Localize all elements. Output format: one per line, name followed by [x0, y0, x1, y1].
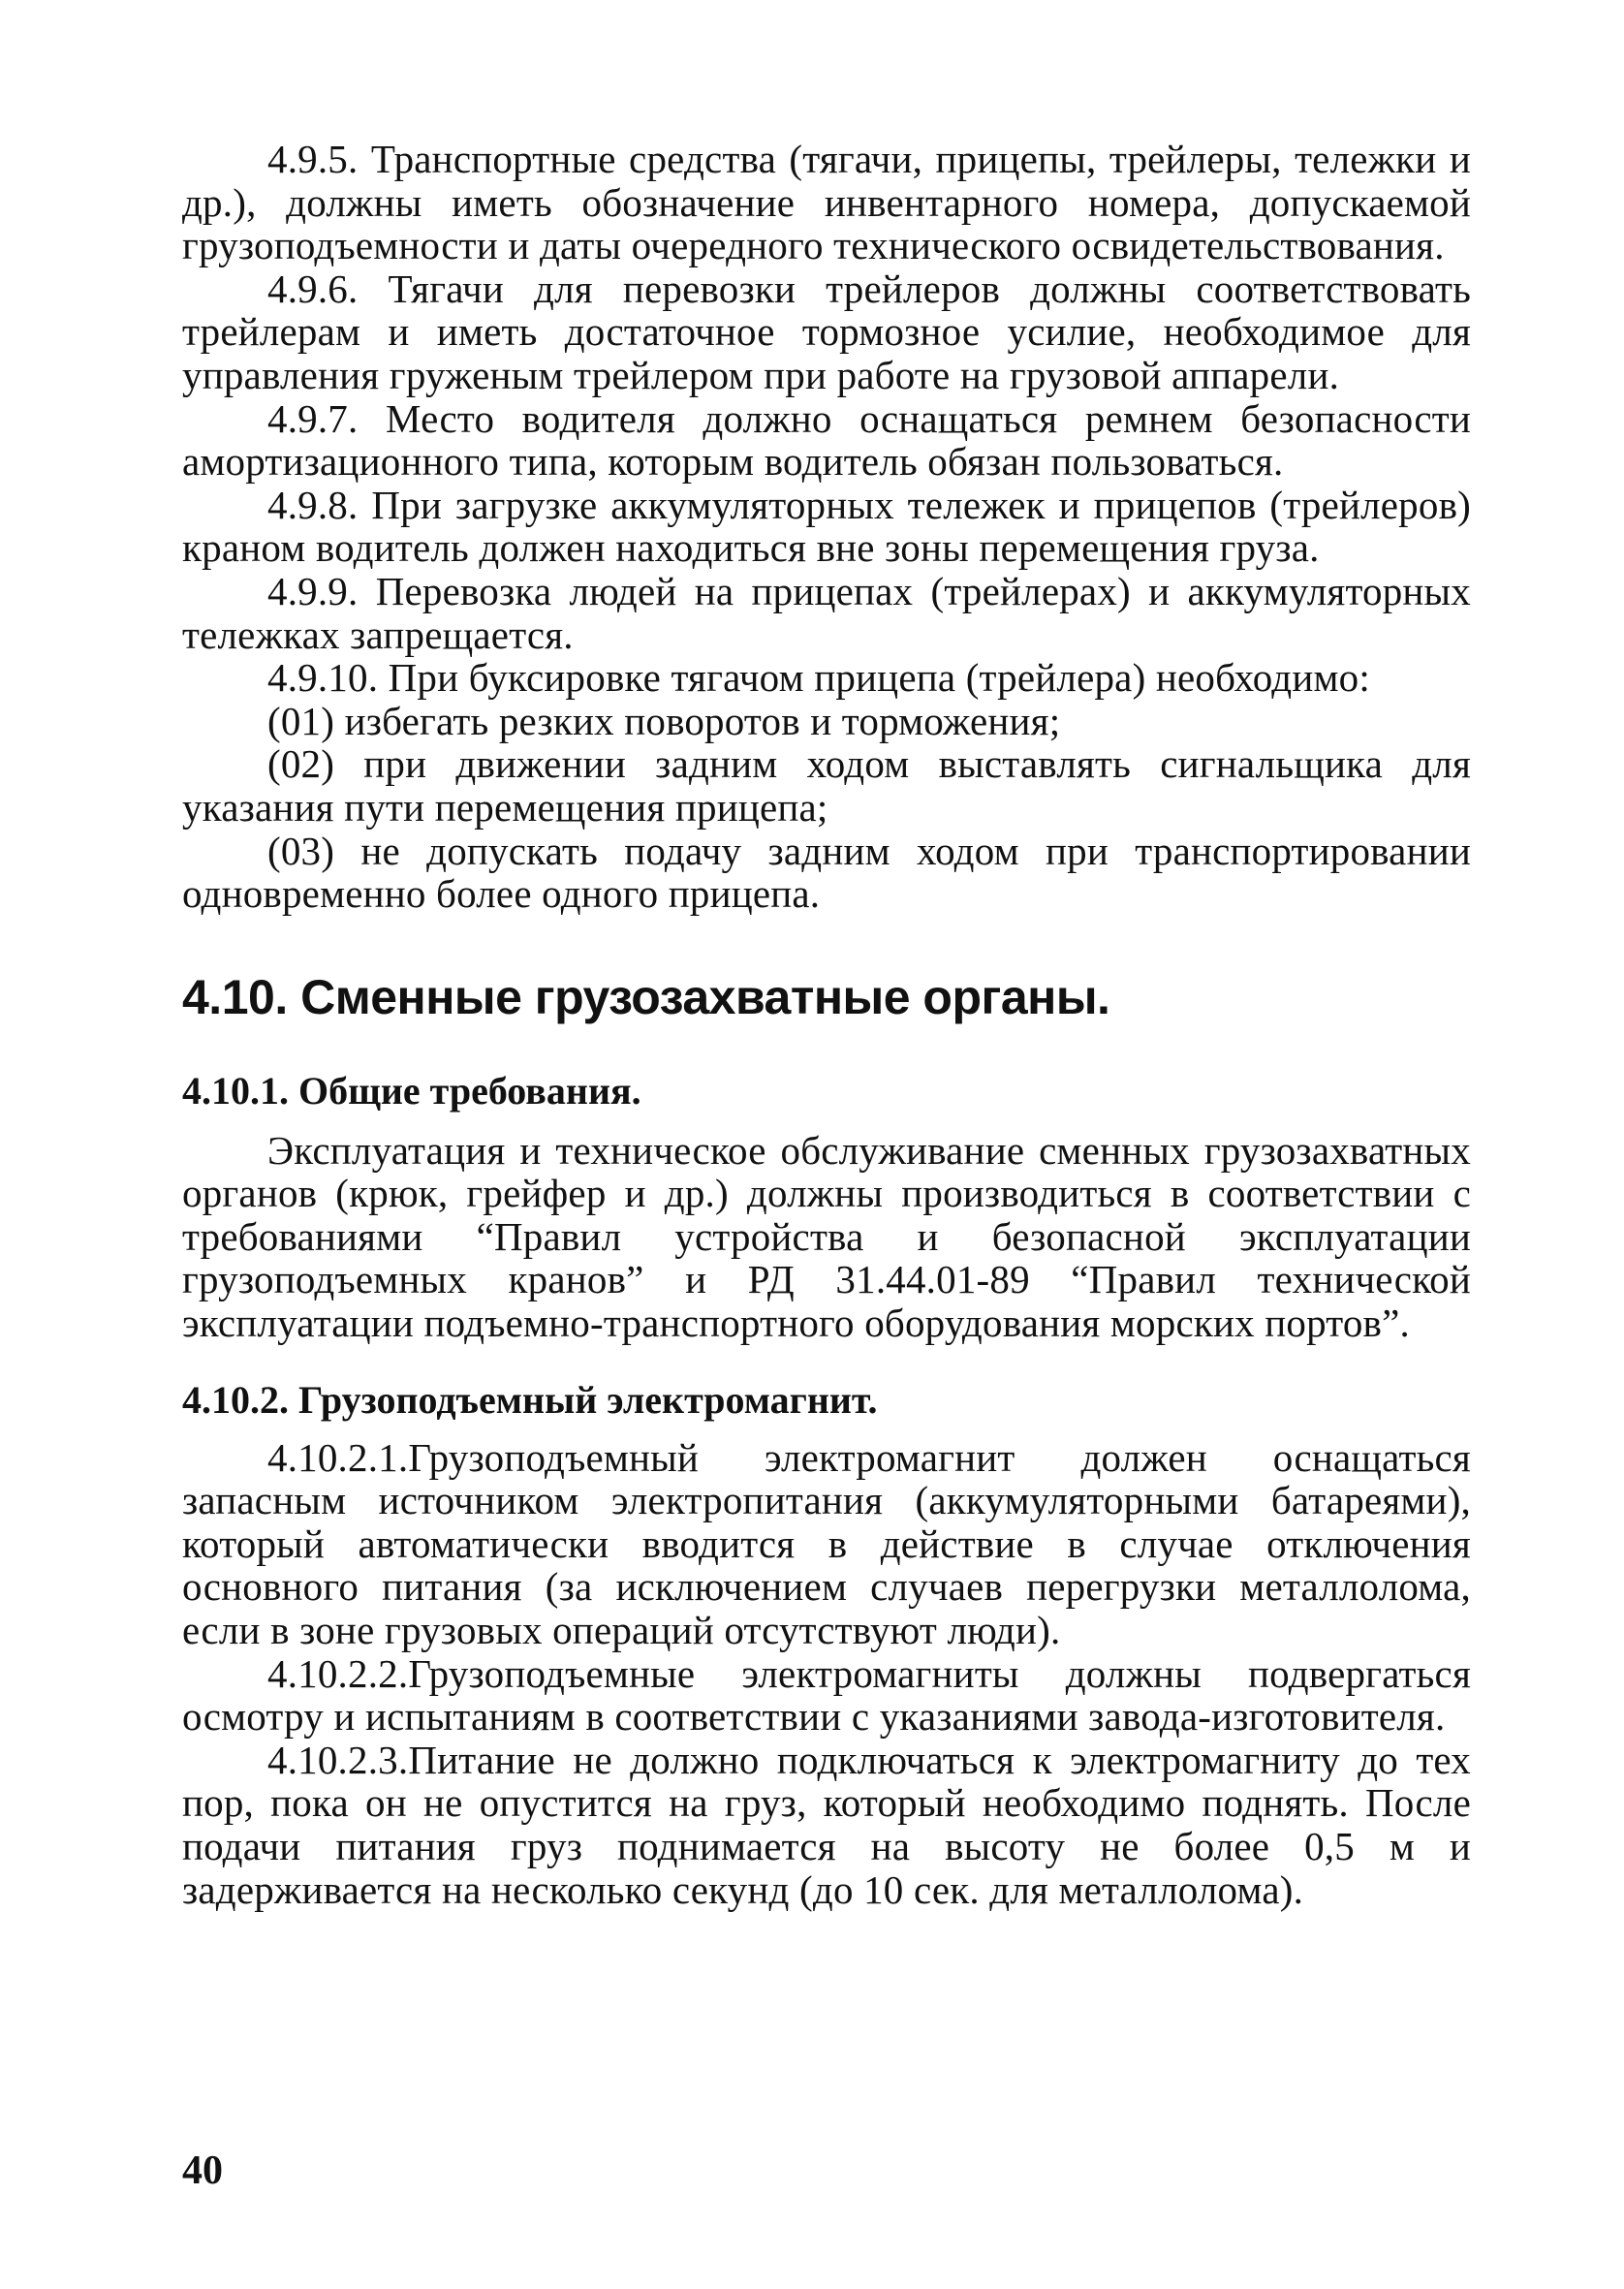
- section-heading-4-10: 4.10. Сменные грузозахватные органы.: [182, 969, 1110, 1024]
- clause-text: Транспортные средства (тягачи, прицепы, трейлеры, тележки и др.), должны иметь обозначение инвентарного номера, допускаемой грузоподъемности и даты очередного технического освидетельствования.: [182, 137, 1472, 268]
- subsection-heading-4-10-1: 4.10.1. Общие требования.: [182, 1068, 641, 1113]
- clause-text: При буксировке тягачом прицепа (трейлера) необходимо:: [388, 655, 1370, 701]
- clause-text: Грузоподъемный электромагнит должен оснащаться запасным источником электропитания (аккумуляторными батареями), который автоматически вводится в действие в случае отключения основного питания (за исключением случаев перегрузки металлолома, если в зоне грузовых операций отсутствуют люди).: [182, 1434, 1471, 1653]
- clause-number: 4.9.7.: [267, 395, 359, 441]
- towing-item-01: [182, 700, 1471, 743]
- paragraph-4-9-7: [182, 397, 1471, 484]
- paragraph-4-9-8: [182, 484, 1471, 570]
- paragraph-4-10-2-1: [182, 1436, 1471, 1652]
- subsection-heading-4-10-2: 4.10.2. Грузоподъемный электромагнит.: [182, 1377, 878, 1422]
- clause-text: Перевозка людей на прицепах (трейлерах) и аккумуляторных тележках запрещается.: [182, 568, 1472, 657]
- clause-number: 4.9.8.: [267, 482, 359, 527]
- clause-text: Питание не должно подключаться к электромагниту до тех пор, пока он не опустится на груз, который необходимо поднять. После подачи питания груз поднимается на высоту не более 0,5 м и задерживается на несколько секунд (до 10 сек. для металлолома).: [182, 1737, 1471, 1912]
- item-text: не допускать подачу задним ходом при транспортировании одновременно более одного прицепа.: [182, 828, 1472, 917]
- paragraph-4-10-2-3: [182, 1739, 1471, 1911]
- paragraph-4-10-2-2: [182, 1652, 1471, 1739]
- clause-text: Грузоподъемные электромагниты должны подвергаться осмотру и испытаниям в соответствии с указаниями завода-изготовителя.: [182, 1650, 1471, 1740]
- item-number: (02): [267, 741, 335, 787]
- clause-text: Место водителя должно оснащаться ремнем безопасности амортизационного типа, которым водитель обязан пользоваться.: [182, 395, 1471, 485]
- towing-item-03: [182, 830, 1471, 916]
- clause-number: 4.10.2.1.: [267, 1434, 409, 1480]
- paragraph-4-9-9: [182, 570, 1471, 656]
- clause-number: 4.10.2.3.: [267, 1737, 409, 1782]
- paragraph-4-9-5: [182, 138, 1471, 267]
- clause-number: 4.9.5.: [267, 137, 359, 181]
- item-number: (01): [267, 698, 335, 743]
- clause-number: 4.9.6.: [267, 266, 359, 311]
- clause-number: 4.9.10.: [267, 655, 379, 701]
- paragraph-4-9-6: [182, 267, 1471, 397]
- paragraph-4-10-1: Эксплуатация и техническое обслуживание сменных грузозахватных органов (крюк, грейфер и др.) должны производиться в соответствии с требованиями “Правил устройства и безопасной эксплуатации грузоподъемных кранов” и РД 31.44.01-89 “Правил технической эксплуатации подъемно-транспортного оборудования морских портов”.: [182, 1127, 1471, 1346]
- towing-item-02: [182, 742, 1471, 829]
- item-number: (03): [267, 828, 335, 873]
- page-number: 40: [182, 2148, 223, 2193]
- document-page: [182, 138, 1471, 1911]
- paragraph-4-9-10: [182, 656, 1471, 700]
- item-text: избегать резких поворотов и торможения;: [344, 698, 1061, 743]
- clause-number: 4.9.9.: [267, 568, 359, 613]
- clause-text: Тягачи для перевозки трейлеров должны соответствовать трейлерам и иметь достаточное тормозное усилие, необходимое для управления груженым трейлером при работе на грузовой аппарели.: [182, 266, 1471, 397]
- clause-text: При загрузке аккумуляторных тележек и прицепов (трейлеров) краном водитель должен находиться вне зоны перемещения груза.: [182, 482, 1471, 571]
- item-text: при движении задним ходом выставлять сигнальщика для указания пути перемещения прицепа;: [182, 741, 1471, 830]
- clause-number: 4.10.2.2.: [267, 1650, 409, 1696]
